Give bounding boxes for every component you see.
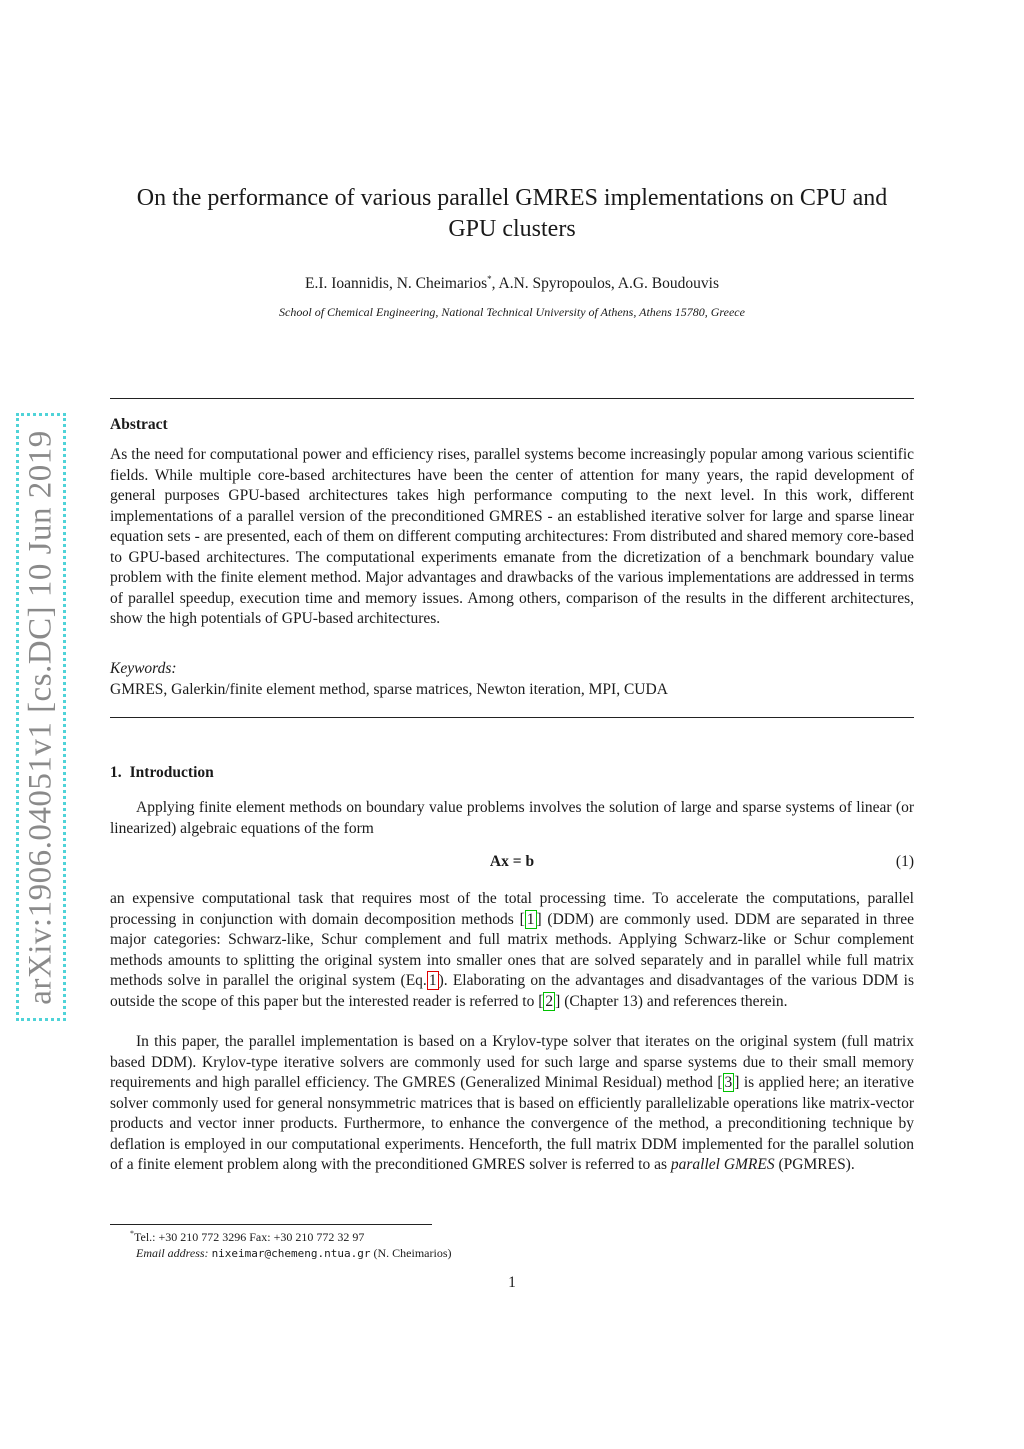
arxiv-identifier-stamp[interactable] xyxy=(16,413,66,1021)
citation-link-3[interactable]: 3 xyxy=(724,1074,733,1091)
abstract-text: As the need for computational power and efficiency rises, parallel systems become increasingly popular among various scientific fields. While multiple core-based architectures have been the center of attention for many years, the rapid development of general purposes GPU-based architectures takes high performance computing to the next level. In this work, different implementations of a parallel version of the preconditioned GMRES - an established iterative solver for large and sparse linear equation sets - are presented, each of them on different computing architectures: From distributed and shared memory core-based to GPU-based architectures. The computational experiments emanate from the dicretization of a benchmark boundary value problem with the finite element method. Major advantages and drawbacks of the various implementations are addressed in terms of parallel speedup, execution time and memory issues. Among others, comparison of the results in the different architectures, show the high potentials of GPU-based architectures. xyxy=(110,446,914,627)
email-address[interactable]: nixeimar@chemeng.ntua.gr xyxy=(211,1247,371,1260)
footnote-contact xyxy=(130,1229,364,1245)
abstract-top-rule xyxy=(110,398,914,399)
affiliation: School of Chemical Engineering, National Technical University of Athens, Athens 15780, Greece xyxy=(279,305,745,319)
abstract-bottom-rule xyxy=(110,717,914,718)
footnote-rule xyxy=(110,1224,432,1225)
paper-title: On the performance of various parallel GMRES implementations on CPU and GPU clusters xyxy=(136,185,888,242)
footnote-email xyxy=(136,1246,452,1261)
email-label: Email address: xyxy=(136,1246,209,1260)
footnote-mark: * xyxy=(130,1229,134,1238)
intro-paragraph-2 xyxy=(110,889,914,1012)
section-title: Introduction xyxy=(129,764,214,781)
email-owner: (N. Cheimarios) xyxy=(373,1246,452,1260)
para2-text-3: ). Elaborating on the advantages and disadvantages of the various DDM is outside the scope of this paper but the interested reader is referred to [ xyxy=(110,972,914,1010)
authors-first: E.I. Ioannidis, N. Cheimarios xyxy=(305,275,488,293)
corresponding-author-mark: * xyxy=(487,274,492,284)
keywords-label: Keywords: xyxy=(110,660,177,677)
keywords-text: GMRES, Galerkin/finite element method, sparse matrices, Newton iteration, MPI, CUDA xyxy=(110,681,668,698)
authors-rest: , A.N. Spyropoulos, A.G. Boudouvis xyxy=(491,275,719,293)
para3-text-1: In this paper, the parallel implementation is based on a Krylov-type solver that iterates on the original system (full matrix based DDM). Krylov-type iterative solvers are commonly used for such large and sparse systems due to their small memory requirements and high parallel efficiency. The GMRES (Generalized Minimal Residual) method [ xyxy=(110,1033,914,1091)
equation-1 xyxy=(110,853,914,875)
para2-text-4: ] (Chapter 13) and references therein. xyxy=(555,992,788,1010)
para3-text-3: (PGMRES). xyxy=(774,1156,855,1173)
equation-number: (1) xyxy=(895,853,914,870)
page-number: 1 xyxy=(508,1274,516,1291)
section-number: 1. xyxy=(110,764,122,781)
intro-paragraph-3 xyxy=(110,1032,914,1176)
para2-text-2: ] (DDM) are commonly used. DDM are separated in three major categories: Schwarz-like, Schur complement and full matrix methods. Applying Schwarz-like or Schur complement methods amounts to splitting the original system into smaller ones that are solved separately and in parallel while full matrix methods solve in parallel the original system (Eq. xyxy=(110,910,914,989)
footnote-contact-text: Tel.: +30 210 772 3296 Fax: +30 210 772 32 97 xyxy=(134,1230,365,1244)
author-list xyxy=(110,274,914,293)
abstract-heading: Abstract xyxy=(110,416,168,433)
citation-link-2[interactable]: 2 xyxy=(545,992,554,1010)
para3-text-2: ] is applied here; an iterative solver commonly used for general nonsymmetric matrices that is based on efficiently parallelizable operations like matrix-vector products and vector inner products. Furthermore, to enhance the convergence of the method, a preconditioning technique by deflation is employed in our computational experiments. Henceforth, the full matrix DDM implemented for the parallel solution of a finite element problem along with the preconditioned GMRES solver is referred to as xyxy=(110,1074,914,1173)
para2-text-1: an expensive computational task that requires most of the total processing time. To accelerate the computations, parallel processing in conjunction with domain decomposition methods [ xyxy=(110,890,914,928)
equation-expression: Ax = b xyxy=(489,853,535,870)
section-heading xyxy=(110,764,214,782)
intro-paragraph-1: Applying finite element methods on boundary value problems involves the solution of large and sparse systems of linear (or linearized) algebraic equations of the form xyxy=(110,799,914,837)
citation-link-1[interactable]: 1 xyxy=(526,910,535,928)
arxiv-identifier-text: arXiv:1906.04051v1 [cs.DC] 10 Jun 2019 xyxy=(22,429,59,1005)
pgmres-term: parallel GMRES xyxy=(670,1156,775,1173)
equation-ref-link[interactable]: 1 xyxy=(428,972,437,989)
